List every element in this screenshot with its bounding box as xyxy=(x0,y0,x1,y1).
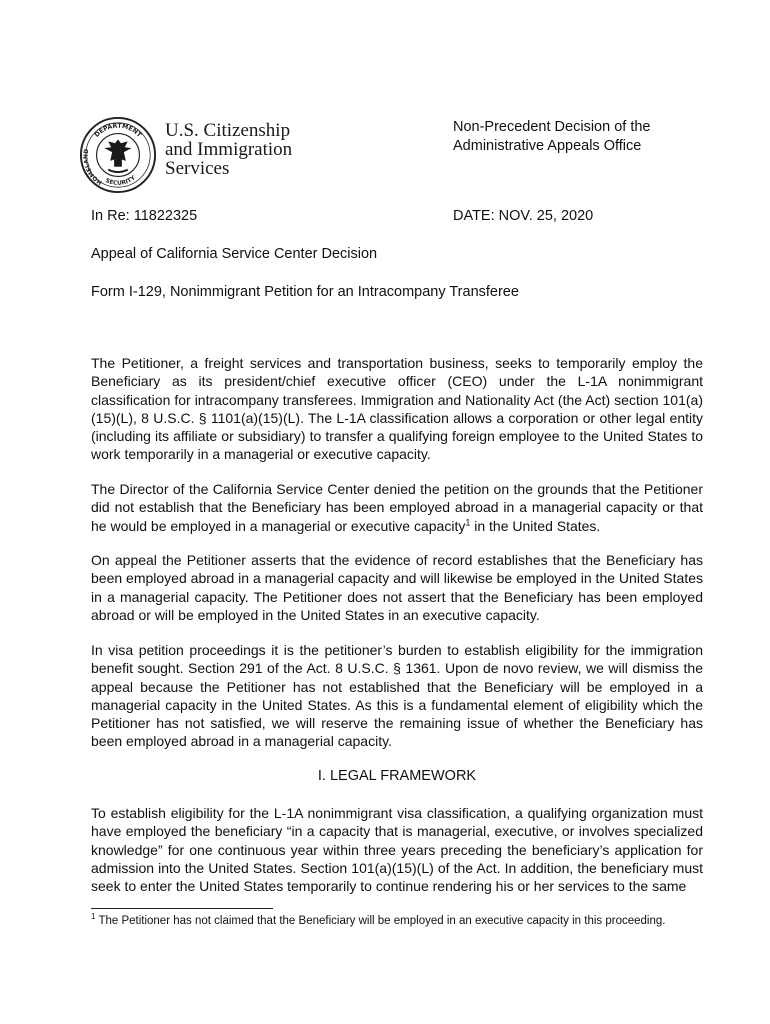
svg-text:HOMELAND: HOMELAND xyxy=(83,148,104,186)
footnote-divider xyxy=(91,908,273,909)
agency-name xyxy=(165,121,292,178)
paragraph-intro: The Petitioner, a freight services and transportation business, seeks to temporarily employ the Beneficiary as its president/chief executive officer (CEO) under the L-1A nonimmigrant classification for intracompany transferees. Immigration and Nationality Act (the Act) section 101(a)(15)(L), 8 U.S.C. § 1101(a)(15)(L). The L-1A classification allows a corporation or other legal entity (including its affiliate or subsidiary) to transfer a qualifying foreign employee to the United States to work temporarily in a managerial or executive capacity. xyxy=(91,355,703,463)
paragraph-director-decision xyxy=(91,480,703,535)
decision-type-line: Administrative Appeals Office xyxy=(453,138,642,154)
footnote-reference[interactable]: 1 xyxy=(465,516,471,527)
agency-line: Services xyxy=(165,158,230,179)
paragraph-burden: In visa petition proceedings it is the petitioner’s burden to establish eligibility for the immigration benefit sought. Section 291 of the Act. 8 U.S.C. § 1361. Upon de novo review, we will dismiss the appeal because the Petitioner has not established that the Beneficiary will be employed in a managerial capacity in the United States. As this is a fundamental element of eligibility which the Petitioner has not satisfied, we will reserve the remaining issue of whether the Beneficiary has been employed abroad in a managerial capacity. xyxy=(91,642,703,750)
svg-text:SECURITY: SECURITY xyxy=(104,175,137,187)
agency-line: and Immigration xyxy=(165,139,293,160)
decision-date: DATE: NOV. 25, 2020 xyxy=(453,208,594,224)
form-line: Form I-129, Nonimmigrant Petition for an Intracompany Transferee xyxy=(91,284,519,300)
paragraph-text: The Director of the California Service Center denied the petition on the grounds that the Petitioner did not establish that the Beneficiary has been employed abroad in a managerial capacity or that he would be employed in a managerial or executive capacity xyxy=(91,481,703,534)
footnote xyxy=(91,912,666,927)
agency-line: U.S. Citizenship xyxy=(165,120,291,141)
dhs-seal-icon xyxy=(79,116,157,194)
decision-type xyxy=(453,118,650,156)
section-heading: I. LEGAL FRAMEWORK xyxy=(317,768,477,784)
footnote-text: The Petitioner has not claimed that the Beneficiary will be employed in an executive capacity in this proceeding. xyxy=(95,915,666,927)
svg-text:DEPARTMENT: DEPARTMENT xyxy=(93,122,143,139)
paragraph-legal-framework: To establish eligibility for the L-1A nonimmigrant visa classification, a qualifying organization must have employed the beneficiary “in a capacity that is managerial, executive, or involves specialized knowledge” for one continuous year within three years preceding the beneficiary’s application for admission into the United States. Section 101(a)(15)(L) of the Act. In addition, the beneficiary must seek to enter the United States temporarily to continue rendering his or her services to the same xyxy=(91,805,703,895)
paragraph-text: in the United States. xyxy=(470,517,601,534)
appeal-line: Appeal of California Service Center Decision xyxy=(91,246,378,262)
paragraph-appeal: On appeal the Petitioner asserts that the evidence of record establishes that the Beneficiary has been employed abroad in a managerial capacity and will likewise be employed in the United States in a managerial capacity. The Petitioner does not assert that the Beneficiary has been employed abroad or will be employed in the United States in an executive capacity. xyxy=(91,552,703,623)
decision-type-line: Non-Precedent Decision of the xyxy=(453,119,651,135)
case-number: In Re: 11822325 xyxy=(91,208,198,224)
footnote-mark: 1 xyxy=(91,912,96,922)
